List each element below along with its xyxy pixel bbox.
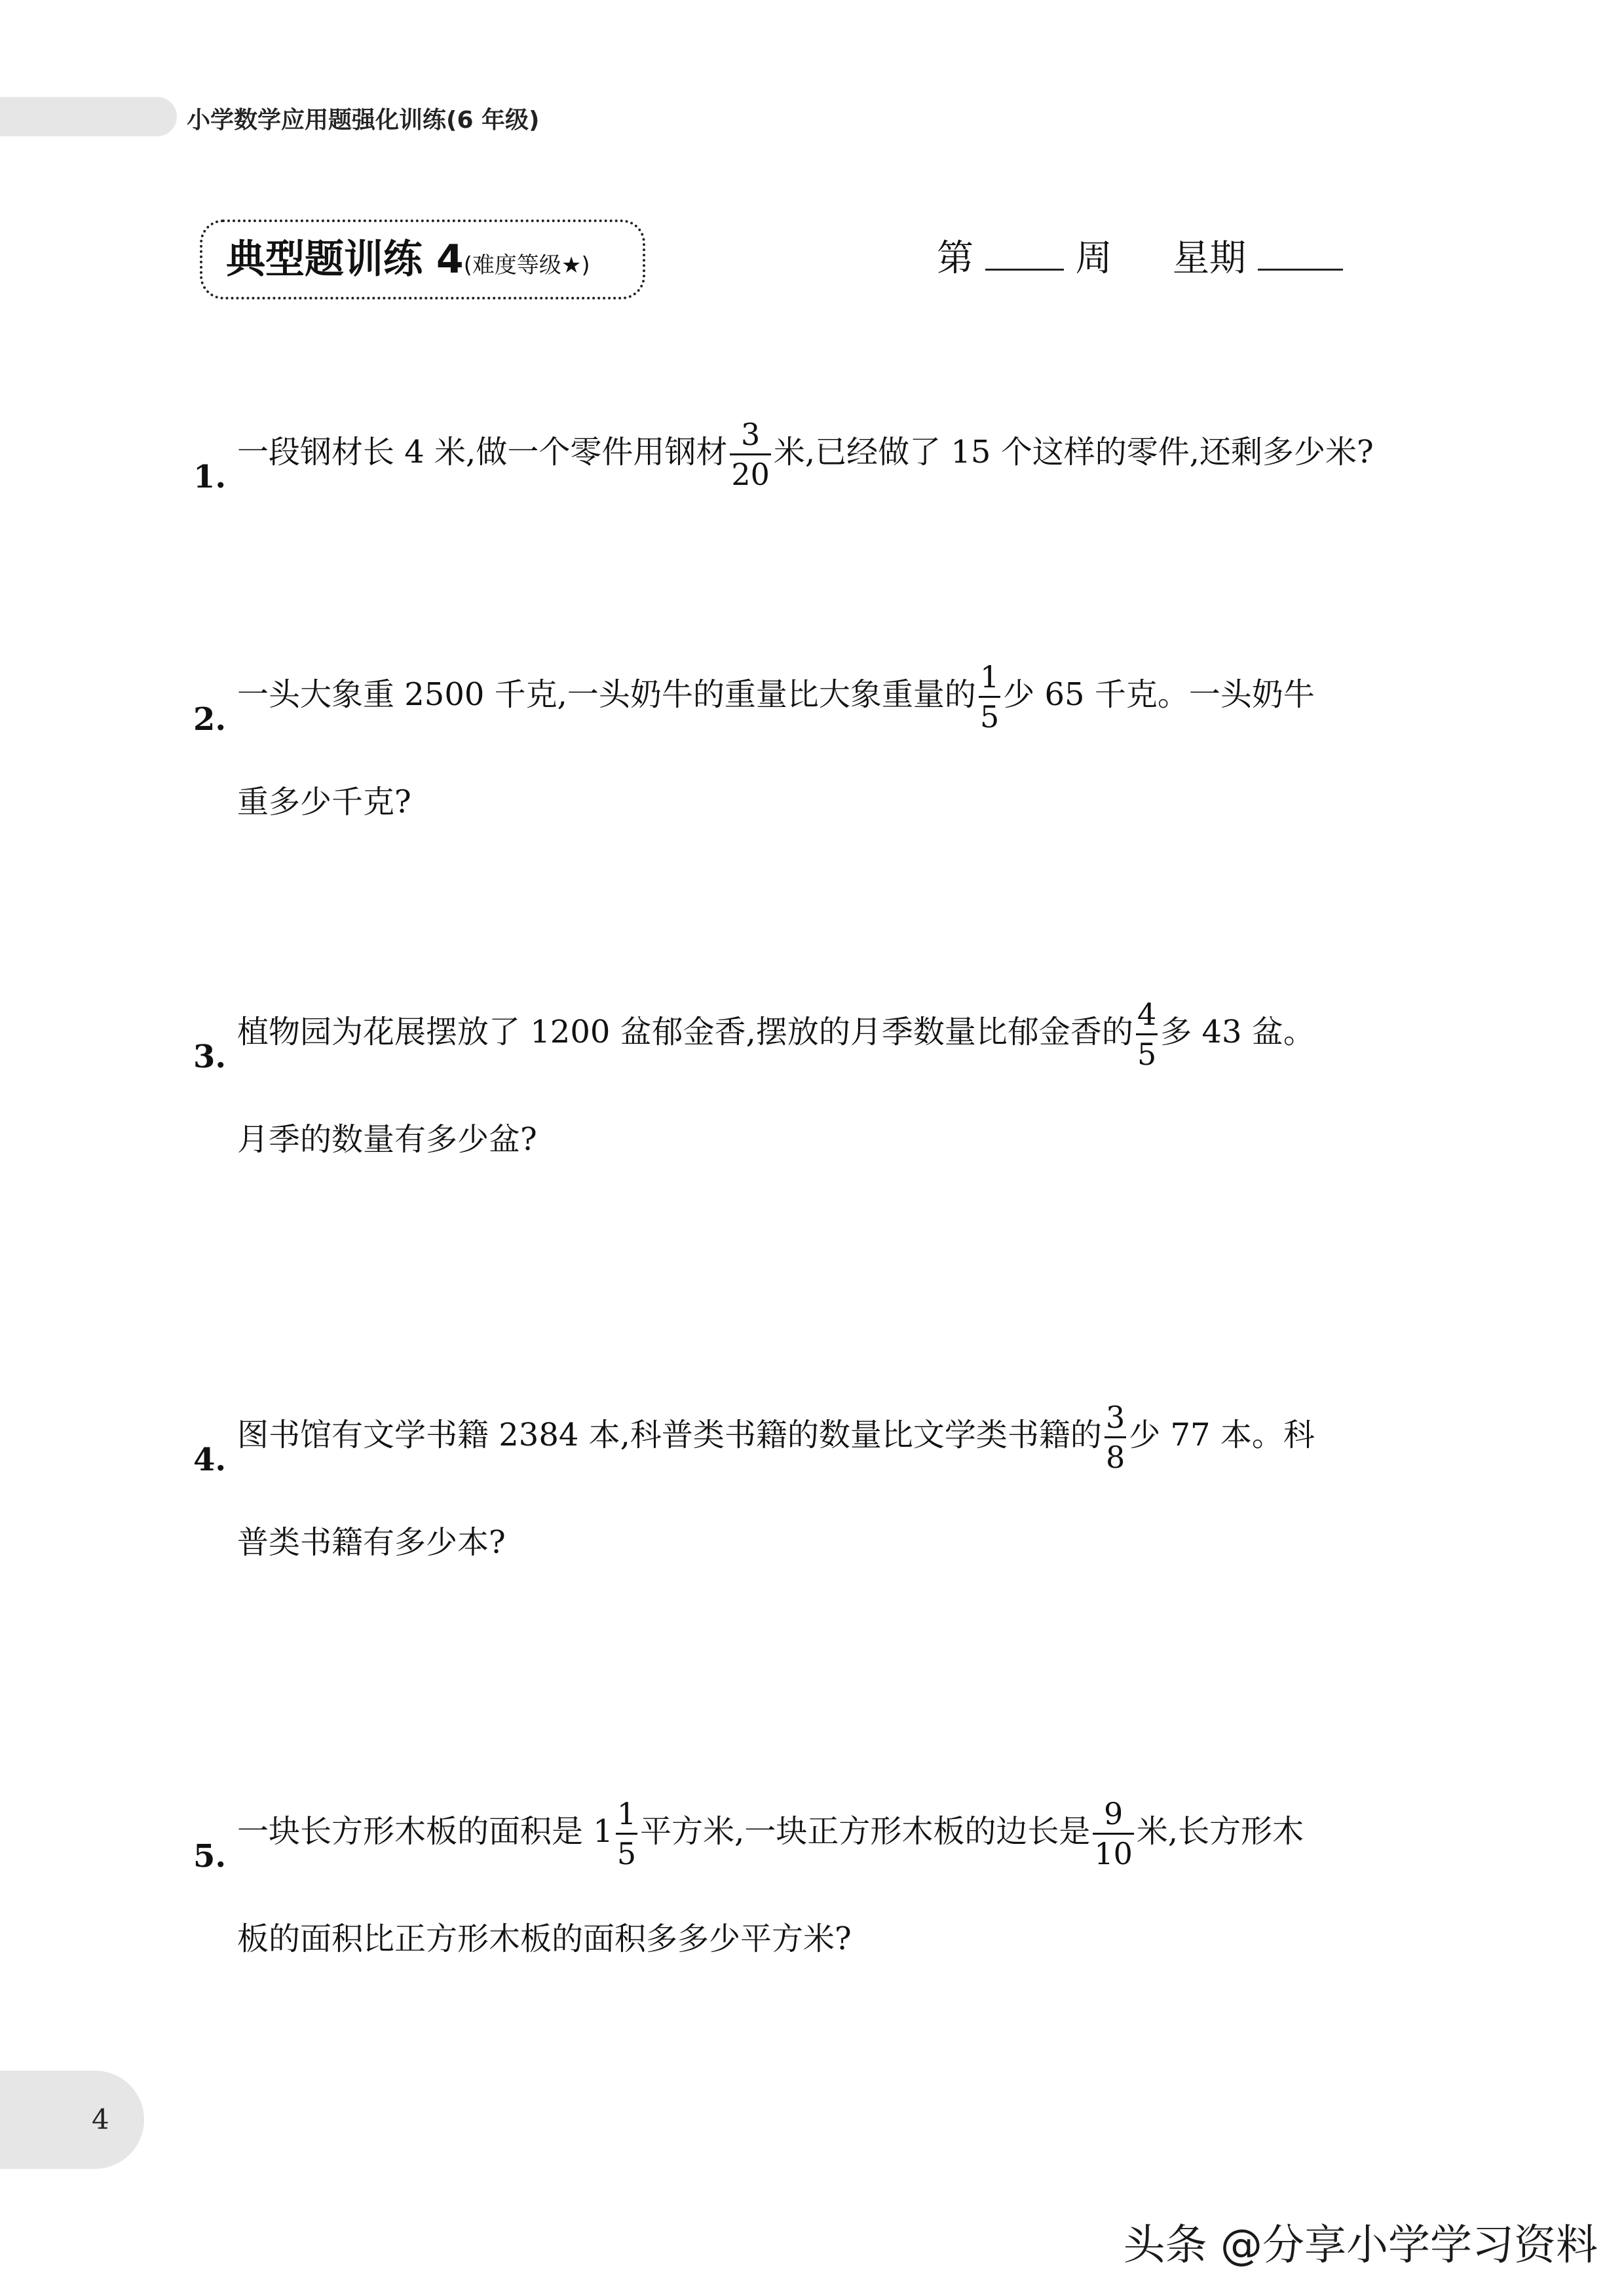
question-3-line-2: 月季的数量有多少盆? <box>237 1121 537 1158</box>
question-2-line-2: 重多少千克? <box>237 784 411 820</box>
page-number-tab <box>0 2071 144 2169</box>
question-5-line-1 <box>237 1796 1304 1871</box>
question-3-number: 3. <box>193 1039 227 1075</box>
question-4-line-1 <box>237 1400 1315 1475</box>
question-5-fraction-1 <box>616 1796 637 1871</box>
page-number: 4 <box>92 2103 109 2135</box>
week-suffix: 周 <box>1075 237 1112 280</box>
book-title: 小学数学应用题强化训练(6 年级) <box>187 107 540 134</box>
question-1-line-1 <box>237 417 1374 492</box>
fraction-denominator: 5 <box>1136 1033 1158 1069</box>
question-2-line-1 <box>237 659 1315 735</box>
question-1-number: 1. <box>193 459 227 495</box>
fraction-numerator: 3 <box>1105 1400 1125 1435</box>
header-tab <box>0 97 177 136</box>
question-4-line-2: 普类书籍有多少本? <box>237 1524 506 1561</box>
question-3-text-a: 植物园为花展摆放了 1200 盆郁金香,摆放的月季数量比郁金香的 <box>237 1014 1133 1050</box>
fraction-denominator: 10 <box>1093 1833 1134 1869</box>
question-4-number: 4. <box>193 1442 227 1478</box>
fraction-denominator: 20 <box>730 453 771 489</box>
question-3-line-1 <box>237 997 1315 1072</box>
question-2-number: 2. <box>193 701 227 738</box>
question-5-number: 5. <box>193 1838 227 1875</box>
question-2-text-a: 一头大象重 2500 千克,一头奶牛的重量比大象重量的 <box>237 676 976 713</box>
question-1-text-b: 米,已经做了 15 个这样的零件,还剩多少米? <box>773 434 1374 470</box>
question-4-text-a: 图书馆有文学书籍 2384 本,科普类书籍的数量比文学类书籍的 <box>237 1417 1102 1453</box>
question-5-text-a: 一块长方形木板的面积是 1 <box>237 1813 613 1850</box>
fraction-denominator: 8 <box>1105 1436 1126 1472</box>
question-5-fraction-2 <box>1093 1796 1134 1871</box>
watermark: 头条 @分享小学学习资料 <box>1123 2221 1598 2270</box>
question-4-text-b: 少 77 本。科 <box>1129 1417 1315 1453</box>
question-1-fraction <box>730 417 771 492</box>
question-5-text-b: 平方米,一块正方形木板的边长是 <box>640 1813 1091 1850</box>
week-prefix: 第 <box>937 237 973 280</box>
weekday-field <box>1173 229 1343 282</box>
fraction-numerator: 9 <box>1103 1796 1124 1831</box>
question-5-text-c: 米,长方形木 <box>1136 1813 1304 1850</box>
question-1-text-a: 一段钢材长 4 米,做一个零件用钢材 <box>237 434 728 470</box>
fraction-denominator: 5 <box>979 696 1000 732</box>
section-title-text: 典型题训练 4 <box>226 237 464 282</box>
week-field <box>937 229 1112 282</box>
fraction-denominator: 5 <box>616 1833 637 1869</box>
fraction-numerator: 1 <box>616 1796 637 1831</box>
question-4-fraction <box>1105 1400 1126 1475</box>
weekday-label: 星期 <box>1173 237 1246 280</box>
week-blank[interactable] <box>985 236 1064 271</box>
question-2-text-b: 少 65 千克。一头奶牛 <box>1003 676 1315 713</box>
difficulty-label: (难度等级★) <box>463 252 590 278</box>
fraction-numerator: 3 <box>740 417 761 452</box>
weekday-blank[interactable] <box>1258 236 1343 271</box>
question-3-text-b: 多 43 盆。 <box>1160 1014 1315 1050</box>
fraction-numerator: 4 <box>1137 997 1157 1032</box>
question-2-fraction <box>979 659 1000 735</box>
fraction-numerator: 1 <box>979 659 1000 695</box>
question-5-line-2: 板的面积比正方形木板的面积多多少平方米? <box>237 1921 852 1957</box>
question-3-fraction <box>1136 997 1158 1072</box>
section-title <box>226 228 590 284</box>
